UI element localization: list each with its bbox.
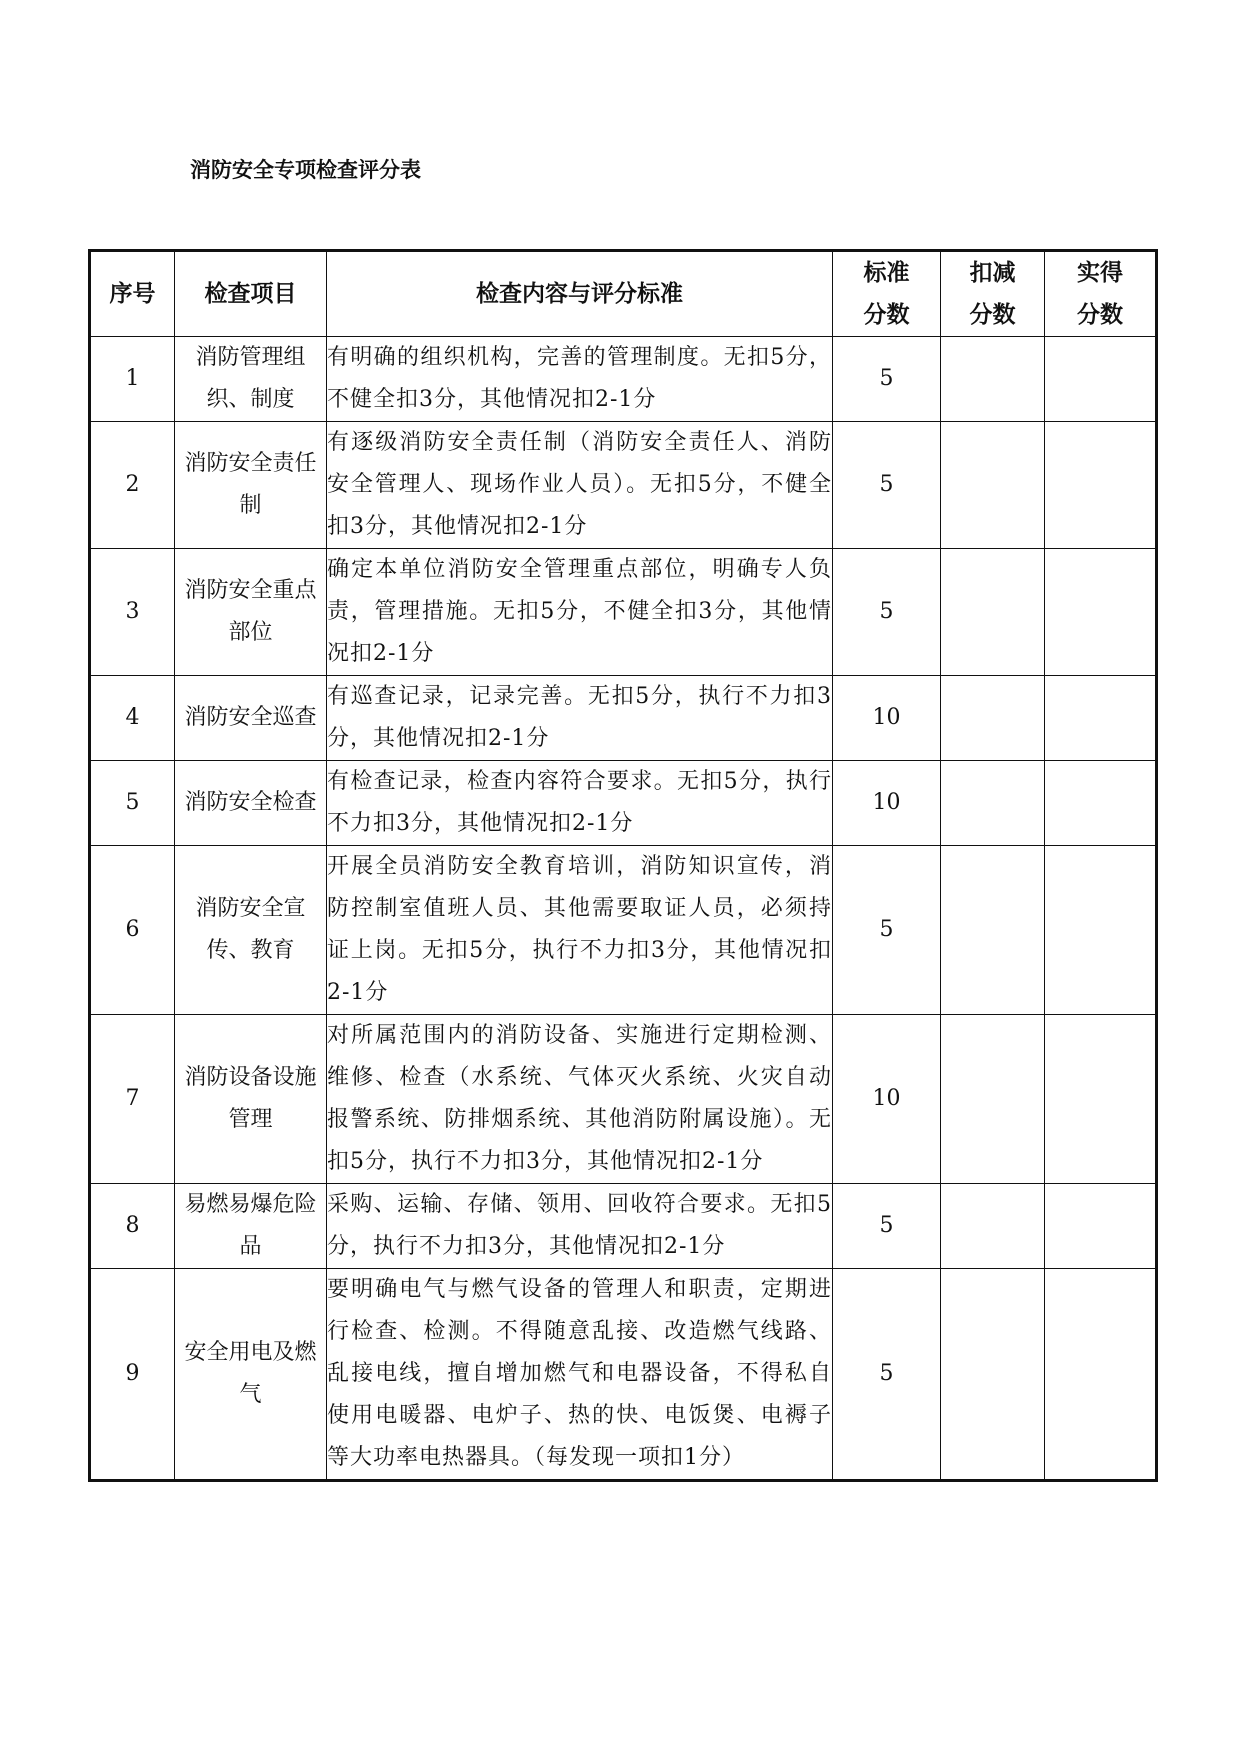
row-content: 采购、运输、存储、领用、回收符合要求。无扣5分，执行不力扣3分，其他情况扣2-1分 [327, 1184, 833, 1269]
row-standard-score: 5 [833, 1184, 941, 1269]
row-item: 消防安全责任制 [175, 422, 327, 549]
row-item: 消防安全宣传、教育 [175, 846, 327, 1015]
row-standard-score: 5 [833, 1269, 941, 1481]
row-number: 9 [90, 1269, 175, 1481]
header-actual-line2: 分数 [1077, 302, 1123, 328]
row-content: 对所属范围内的消防设备、实施进行定期检测、维修、检查（水系统、气体灭火系统、火灾自动报警系统、防排烟系统、其他消防附属设施）。无扣5分，执行不力扣3分，其他情况扣2-1分 [327, 1015, 833, 1184]
row-actual-score [1045, 422, 1157, 549]
row-deduct-score [941, 846, 1045, 1015]
row-deduct-score [941, 676, 1045, 761]
table-row [90, 337, 1157, 422]
row-content: 有检查记录，检查内容符合要求。无扣5分，执行不力扣3分，其他情况扣2-1分 [327, 761, 833, 846]
row-content: 有巡查记录，记录完善。无扣5分，执行不力扣3分，其他情况扣2-1分 [327, 676, 833, 761]
row-content: 有明确的组织机构，完善的管理制度。无扣5分，不健全扣3分，其他情况扣2-1分 [327, 337, 833, 422]
row-actual-score [1045, 676, 1157, 761]
row-deduct-score [941, 549, 1045, 676]
row-content: 有逐级消防安全责任制（消防安全责任人、消防安全管理人、现场作业人员）。无扣5分，不健全扣3分，其他情况扣2-1分 [327, 422, 833, 549]
header-deduct [941, 251, 1045, 337]
row-deduct-score [941, 1269, 1045, 1481]
row-standard-score: 5 [833, 846, 941, 1015]
header-std-line2: 分数 [863, 302, 910, 328]
row-standard-score: 10 [833, 676, 941, 761]
header-std-line1: 标准 [863, 260, 910, 286]
row-actual-score [1045, 1269, 1157, 1481]
row-item: 消防安全巡查 [175, 676, 327, 761]
row-item: 消防管理组织、制度 [175, 337, 327, 422]
table-row [90, 1269, 1157, 1481]
table-row [90, 422, 1157, 549]
row-deduct-score [941, 337, 1045, 422]
table-row [90, 761, 1157, 846]
row-content: 开展全员消防安全教育培训，消防知识宣传，消防控制室值班人员、其他需要取证人员，必须持证上岗。无扣5分，执行不力扣3分，其他情况扣2-1分 [327, 846, 833, 1015]
row-standard-score: 5 [833, 549, 941, 676]
row-item: 消防安全重点部位 [175, 549, 327, 676]
row-standard-score: 5 [833, 422, 941, 549]
row-deduct-score [941, 1015, 1045, 1184]
row-number: 6 [90, 846, 175, 1015]
row-item: 易燃易爆危险品 [175, 1184, 327, 1269]
row-number: 3 [90, 549, 175, 676]
row-deduct-score [941, 1184, 1045, 1269]
row-standard-score: 10 [833, 761, 941, 846]
header-content: 检查内容与评分标准 [327, 251, 833, 337]
row-deduct-score [941, 761, 1045, 846]
table-row [90, 1184, 1157, 1269]
row-number: 2 [90, 422, 175, 549]
row-item: 安全用电及燃气 [175, 1269, 327, 1481]
row-standard-score: 10 [833, 1015, 941, 1184]
row-number: 4 [90, 676, 175, 761]
row-number: 1 [90, 337, 175, 422]
header-deduct-line2: 分数 [969, 302, 1016, 328]
table-row [90, 549, 1157, 676]
header-no: 序号 [90, 251, 175, 337]
score-table [88, 249, 1158, 1482]
header-item: 检查项目 [175, 251, 327, 337]
header-actual [1045, 251, 1157, 337]
row-item: 消防设备设施管理 [175, 1015, 327, 1184]
row-actual-score [1045, 761, 1157, 846]
row-number: 5 [90, 761, 175, 846]
header-std [833, 251, 941, 337]
header-actual-line1: 实得 [1077, 260, 1123, 286]
row-actual-score [1045, 846, 1157, 1015]
row-standard-score: 5 [833, 337, 941, 422]
row-actual-score [1045, 1015, 1157, 1184]
row-actual-score [1045, 1184, 1157, 1269]
row-actual-score [1045, 337, 1157, 422]
header-deduct-line1: 扣减 [969, 260, 1016, 286]
row-content: 要明确电气与燃气设备的管理人和职责，定期进行检查、检测。不得随意乱接、改造燃气线路、乱接电线，擅自增加燃气和电器设备，不得私自使用电暖器、电炉子、热的快、电饭煲、电褥子等大功率电热器具。（每发现一项扣1分） [327, 1269, 833, 1481]
table-header-row [90, 251, 1157, 337]
row-number: 8 [90, 1184, 175, 1269]
page-title: 消防安全专项检查评分表 [190, 158, 421, 182]
row-number: 7 [90, 1015, 175, 1184]
row-actual-score [1045, 549, 1157, 676]
row-item: 消防安全检查 [175, 761, 327, 846]
table-row [90, 676, 1157, 761]
table-row [90, 846, 1157, 1015]
row-deduct-score [941, 422, 1045, 549]
table-row [90, 1015, 1157, 1184]
row-content: 确定本单位消防安全管理重点部位，明确专人负责，管理措施。无扣5分，不健全扣3分，其他情况扣2-1分 [327, 549, 833, 676]
